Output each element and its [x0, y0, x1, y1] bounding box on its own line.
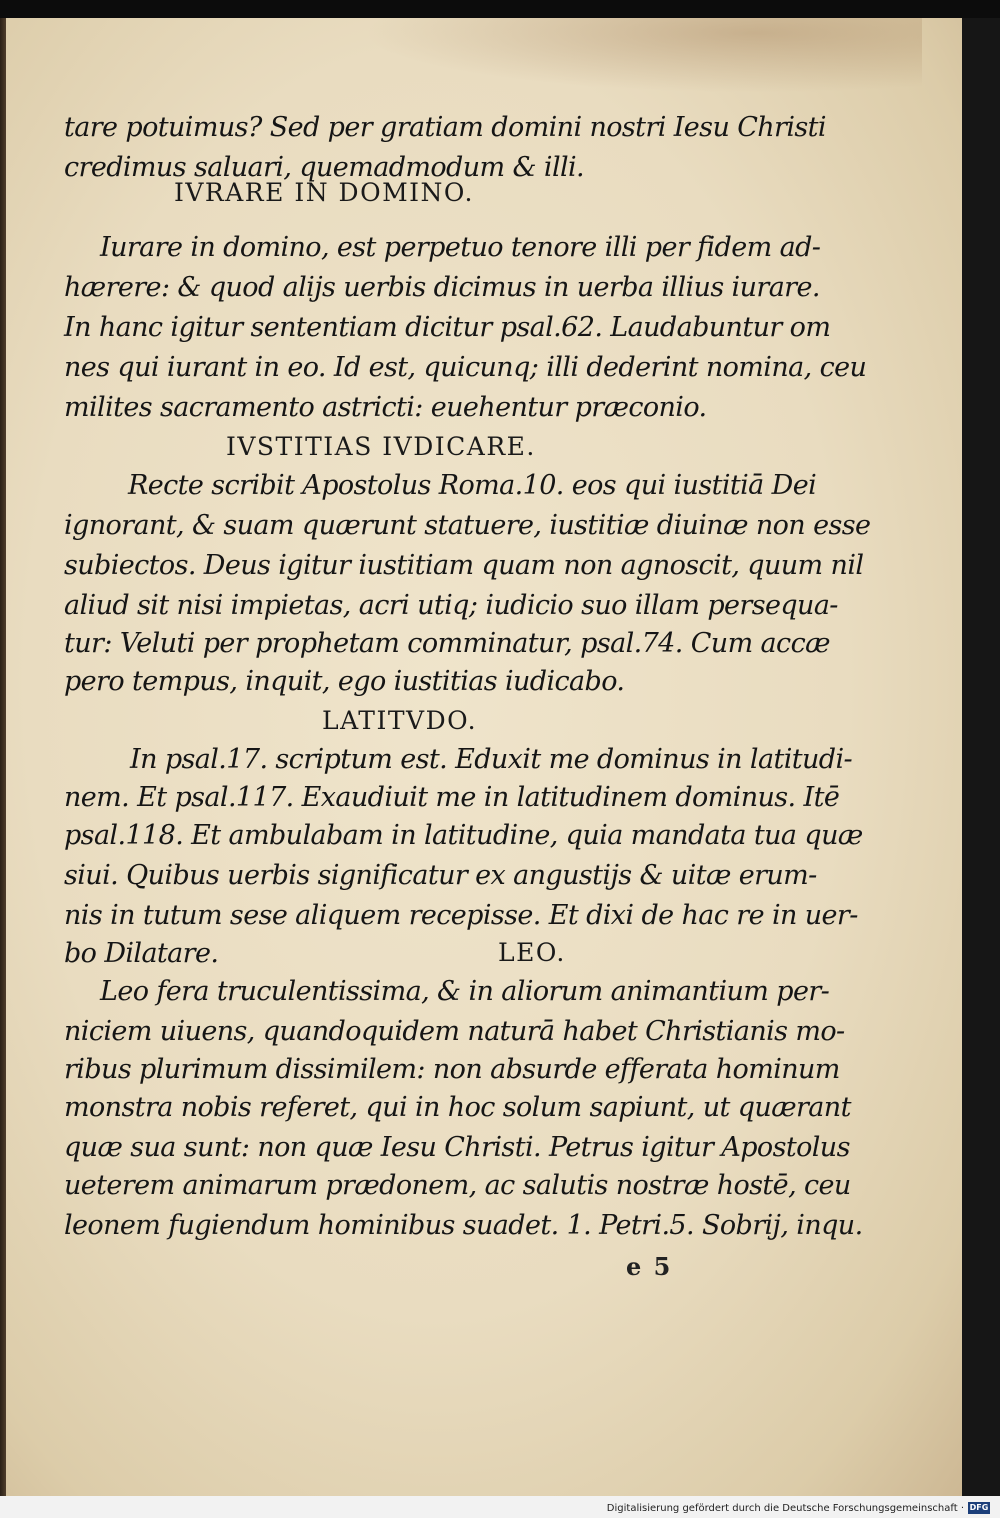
text-line: psal.118. Et ambulabam in latitudine, quia mandata tua quæ [64, 820, 863, 851]
text-line: bo Dilatare. [64, 938, 219, 969]
text-line: pero tempus, inquit, ego iustitias iudicabo. [64, 666, 625, 697]
page-stain [362, 18, 922, 93]
dfg-logo: DFG [969, 1503, 989, 1512]
text-line: milites sacramento astricti: euehentur præconio. [64, 392, 707, 423]
text-line: Leo fera truculentissima, & in aliorum animantium per- [100, 976, 830, 1007]
text-line: nis in tutum sese aliquem recepisse. Et dixi de hac re in uer- [64, 900, 858, 931]
text-line: aliud sit nisi impietas, acri utiq; iudicio suo illam persequa- [64, 590, 838, 621]
text-line: tur: Veluti per prophetam comminatur, psal.74. Cum accæ [64, 628, 830, 659]
text-line: In psal.17. scriptum est. Eduxit me dominus in latitudi- [130, 744, 853, 775]
text-line: Recte scribit Apostolus Roma.10. eos qui iustitiā Dei [128, 470, 817, 501]
section-heading: LEO. [498, 938, 566, 967]
scan-right-border [962, 18, 1000, 1496]
text-line: ueterem animarum prædonem, ac salutis nostræ hostē, ceu [64, 1170, 851, 1201]
text-line: ribus plurimum dissimilem: non absurde efferata hominum [64, 1054, 840, 1085]
section-heading: LATITVDO. [322, 706, 478, 735]
book-page [6, 18, 964, 1496]
text-line: hærere: & quod alijs uerbis dicimus in uerba illius iurare. [64, 272, 820, 303]
text-line: niciem uiuens, quandoquidem naturā habet Christianis mo- [64, 1016, 845, 1047]
text-line: In hanc igitur sententiam dicitur psal.62. Laudabuntur om [64, 312, 831, 343]
section-heading: IVSTITIAS IVDICARE. [226, 432, 536, 461]
text-line: Iurare in domino, est perpetuo tenore illi per fidem ad- [100, 232, 821, 263]
text-line: nem. Et psal.117. Exaudiuit me in latitudinem dominus. Itē [64, 782, 840, 813]
scan-top-border [0, 0, 1000, 20]
text-line: ignorant, & suam quærunt statuere, iustitiæ diuinæ non esse [64, 510, 871, 541]
text-line: monstra nobis referet, qui in hoc solum sapiunt, ut quærant [64, 1092, 851, 1123]
text-line: siui. Quibus uerbis significatur ex angustijs & uitæ erum- [64, 860, 817, 891]
text-line: leonem fugiendum hominibus suadet. 1. Petri.5. Sobrij, inqu. [64, 1210, 863, 1241]
digitization-credit: Digitalisierung gefördert durch die Deutsche Forschungsgemeinschaft · [606, 1503, 964, 1514]
text-line: quæ sua sunt: non quæ Iesu Christi. Petrus igitur Apostolus [64, 1132, 850, 1163]
text-line: credimus saluari, quemadmodum & illi. [64, 152, 585, 183]
signature-mark: e 5 [626, 1252, 673, 1281]
section-heading: IVRARE IN DOMINO. [174, 178, 474, 207]
text-line: tare potuimus? Sed per gratiam domini nostri Iesu Christi [64, 112, 826, 143]
text-line: subiectos. Deus igitur iustitiam quam non agnoscit, quum nil [64, 550, 864, 581]
text-line: nes qui iurant in eo. Id est, quicunq; illi dederint nomina, ceu [64, 352, 867, 383]
